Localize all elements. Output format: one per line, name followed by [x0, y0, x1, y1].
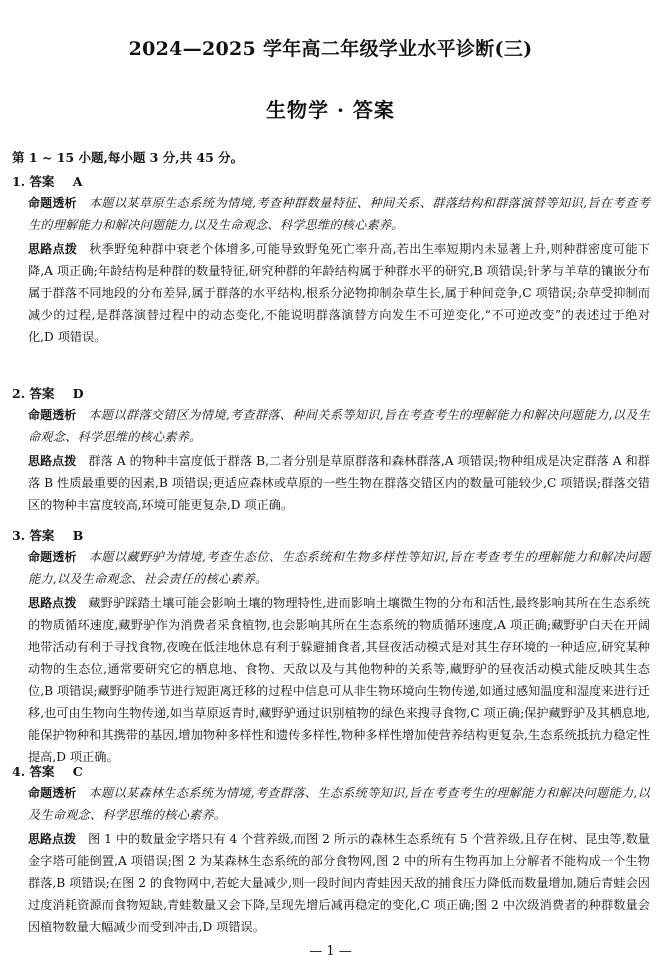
answer-value: A: [72, 174, 83, 189]
analysis-text: 本题以群落交错区为情境,考查群落、种间关系等知识,旨在考查考生的理解能力和解决问题能力,以及生命观念、科学思维的核心素养。: [28, 408, 650, 444]
analysis-label: 命题透析: [28, 550, 77, 564]
analysis-paragraph: [28, 546, 650, 590]
hint-text: 群落 A 的物种丰富度低于群落 B,二者分别是草原群落和森林群落,A 项错误;物种组成是决定群落 A 和群落 B 性质最重要的因素,B 项错误;更适应森林或草原的一些生物在群落交错区内的数量可能较少,C 项错误;群落交错区的物种丰富度较高,环境可能更复杂,D 项正确。: [28, 454, 650, 512]
hint-text: 秋季野兔种群中衰老个体增多,可能导致野兔死亡率升高,若出生率短期内未显著上升,则种群密度可能下降,A 项正确;年龄结构是种群的数量特征,研究种群的年龄结构属于种群水平的研究,B 项错误;针茅与羊草的镶嵌分布属于群落不同地段的分布差异,属于群落的水平结构,根系分泌物抑制杂草生长,属于种间竞争,C 项错误;杂草受抑制而减少的过程,是群落演替过程中的动态变化,不能说明群落演替方向发生不可逆变化,“不可逆改变”的表述过于绝对化,D 项错误。: [28, 242, 650, 344]
question-4: [12, 762, 652, 940]
hint-label: 思路点拨: [28, 454, 77, 468]
answer-label: 答案: [29, 386, 55, 401]
hint-label: 思路点拨: [28, 242, 78, 256]
analysis-paragraph: [28, 782, 650, 826]
question-3: [12, 526, 652, 770]
hint-paragraph: [28, 450, 650, 516]
question-header: [12, 762, 652, 782]
answer-label: 答案: [29, 528, 55, 543]
question-2: [12, 384, 652, 518]
question-number: 4.: [12, 764, 26, 779]
question-header: [12, 526, 652, 546]
hint-paragraph: [28, 238, 650, 348]
analysis-label: 命题透析: [28, 408, 77, 422]
analysis-label: 命题透析: [28, 196, 77, 210]
analysis-text: 本题以某森林生态系统为情境,考查群落、生态系统等知识,旨在考查考生的理解能力和解决问题能力,以及生命观念、科学思维的核心素养。: [28, 786, 650, 822]
section-intro: 第 1 ~ 15 小题,每小题 3 分,共 45 分。: [12, 150, 244, 165]
answer-label: 答案: [29, 174, 55, 189]
question-number: 1.: [12, 174, 26, 189]
page-subtitle: 生物学 · 答案: [266, 98, 395, 122]
analysis-paragraph: [28, 192, 650, 236]
answer-label: 答案: [29, 764, 55, 779]
hint-paragraph: [28, 828, 650, 938]
analysis-paragraph: [28, 404, 650, 448]
question-header: [12, 384, 652, 404]
hint-text: 图 1 中的数量金字塔只有 4 个营养级,而图 2 所示的森林生态系统有 5 个营养级,且存在树、昆虫等,数量金字塔可能倒置,A 项错误;图 2 为某森林生态系统的部分食物网,图 2 中的所有生物再加上分解者不能构成一个生物群落,B 项错误;在图 2 的食物网中,若蛇大量减少,则一段时间内青蛙因天敌的捕食压力降低而数量增加,随后青蛙会因过度消耗资源而食物短缺,青蛙数量又会下降,呈现先增后减再稳定的变化,C 项正确;图 2 中次级消费者的种群数量会因植物数量大幅减少而受到冲击,D 项错误。: [28, 832, 650, 934]
hint-paragraph: [28, 592, 650, 768]
question-1: [12, 172, 652, 350]
analysis-text: 本题以藏野驴为情境,考查生态位、生态系统和生物多样性等知识,旨在考查考生的理解能力和解决问题能力,以及生命观念、社会责任的核心素养。: [28, 550, 650, 586]
question-number: 3.: [12, 528, 26, 543]
page-title: 2024—2025 学年高二年级学业水平诊断(三): [128, 38, 533, 60]
hint-label: 思路点拨: [28, 596, 77, 610]
page-number: — 1 —: [309, 944, 352, 959]
analysis-label: 命题透析: [28, 786, 77, 800]
question-header: [12, 172, 652, 192]
answer-value: B: [72, 528, 84, 543]
hint-text: 藏野驴踩踏土壤可能会影响土壤的物理特性,进而影响土壤微生物的分布和活性,最终影响其所在生态系统的物质循环速度,藏野驴作为消费者采食植物,也会影响其所在生态系统的物质循环速度,A 项正确;藏野驴白天在开阔地带活动有利于寻找食物,夜晚在低洼地休息有利于躲避捕食者,其昼夜活动模式是对其生存环境的一种适应,研究某种动物的生态位,通常要研究它的栖息地、食物、天敌以及与其他物种的关系等,藏野驴的昼夜活动模式能反映其生态位,B 项错误;藏野驴随季节进行短距离迁移的过程中信息可从非生物环境向生物传递,如通过感知温度和湿度来进行迁移,也可由生物向生物传递,如当草原返青时,藏野驴通过识别植物的绿色来搜寻食物,C 项正确;保护藏野驴及其栖息地,能保护物种和其携带的基因,增加物种多样性和遗传多样性,物种多样性增加使营养结构更复杂,生态系统抵抗力稳定性提高,D 项正确。: [28, 596, 650, 764]
answer-value: C: [72, 764, 83, 779]
question-number: 2.: [12, 386, 26, 401]
answer-value: D: [72, 386, 84, 401]
hint-label: 思路点拨: [28, 832, 77, 846]
analysis-text: 本题以某草原生态系统为情境,考查种群数量特征、种间关系、群落结构和群落演替等知识,旨在考查考生的理解能力和解决问题能力,以及生命观念、科学思维的核心素养。: [28, 196, 650, 232]
